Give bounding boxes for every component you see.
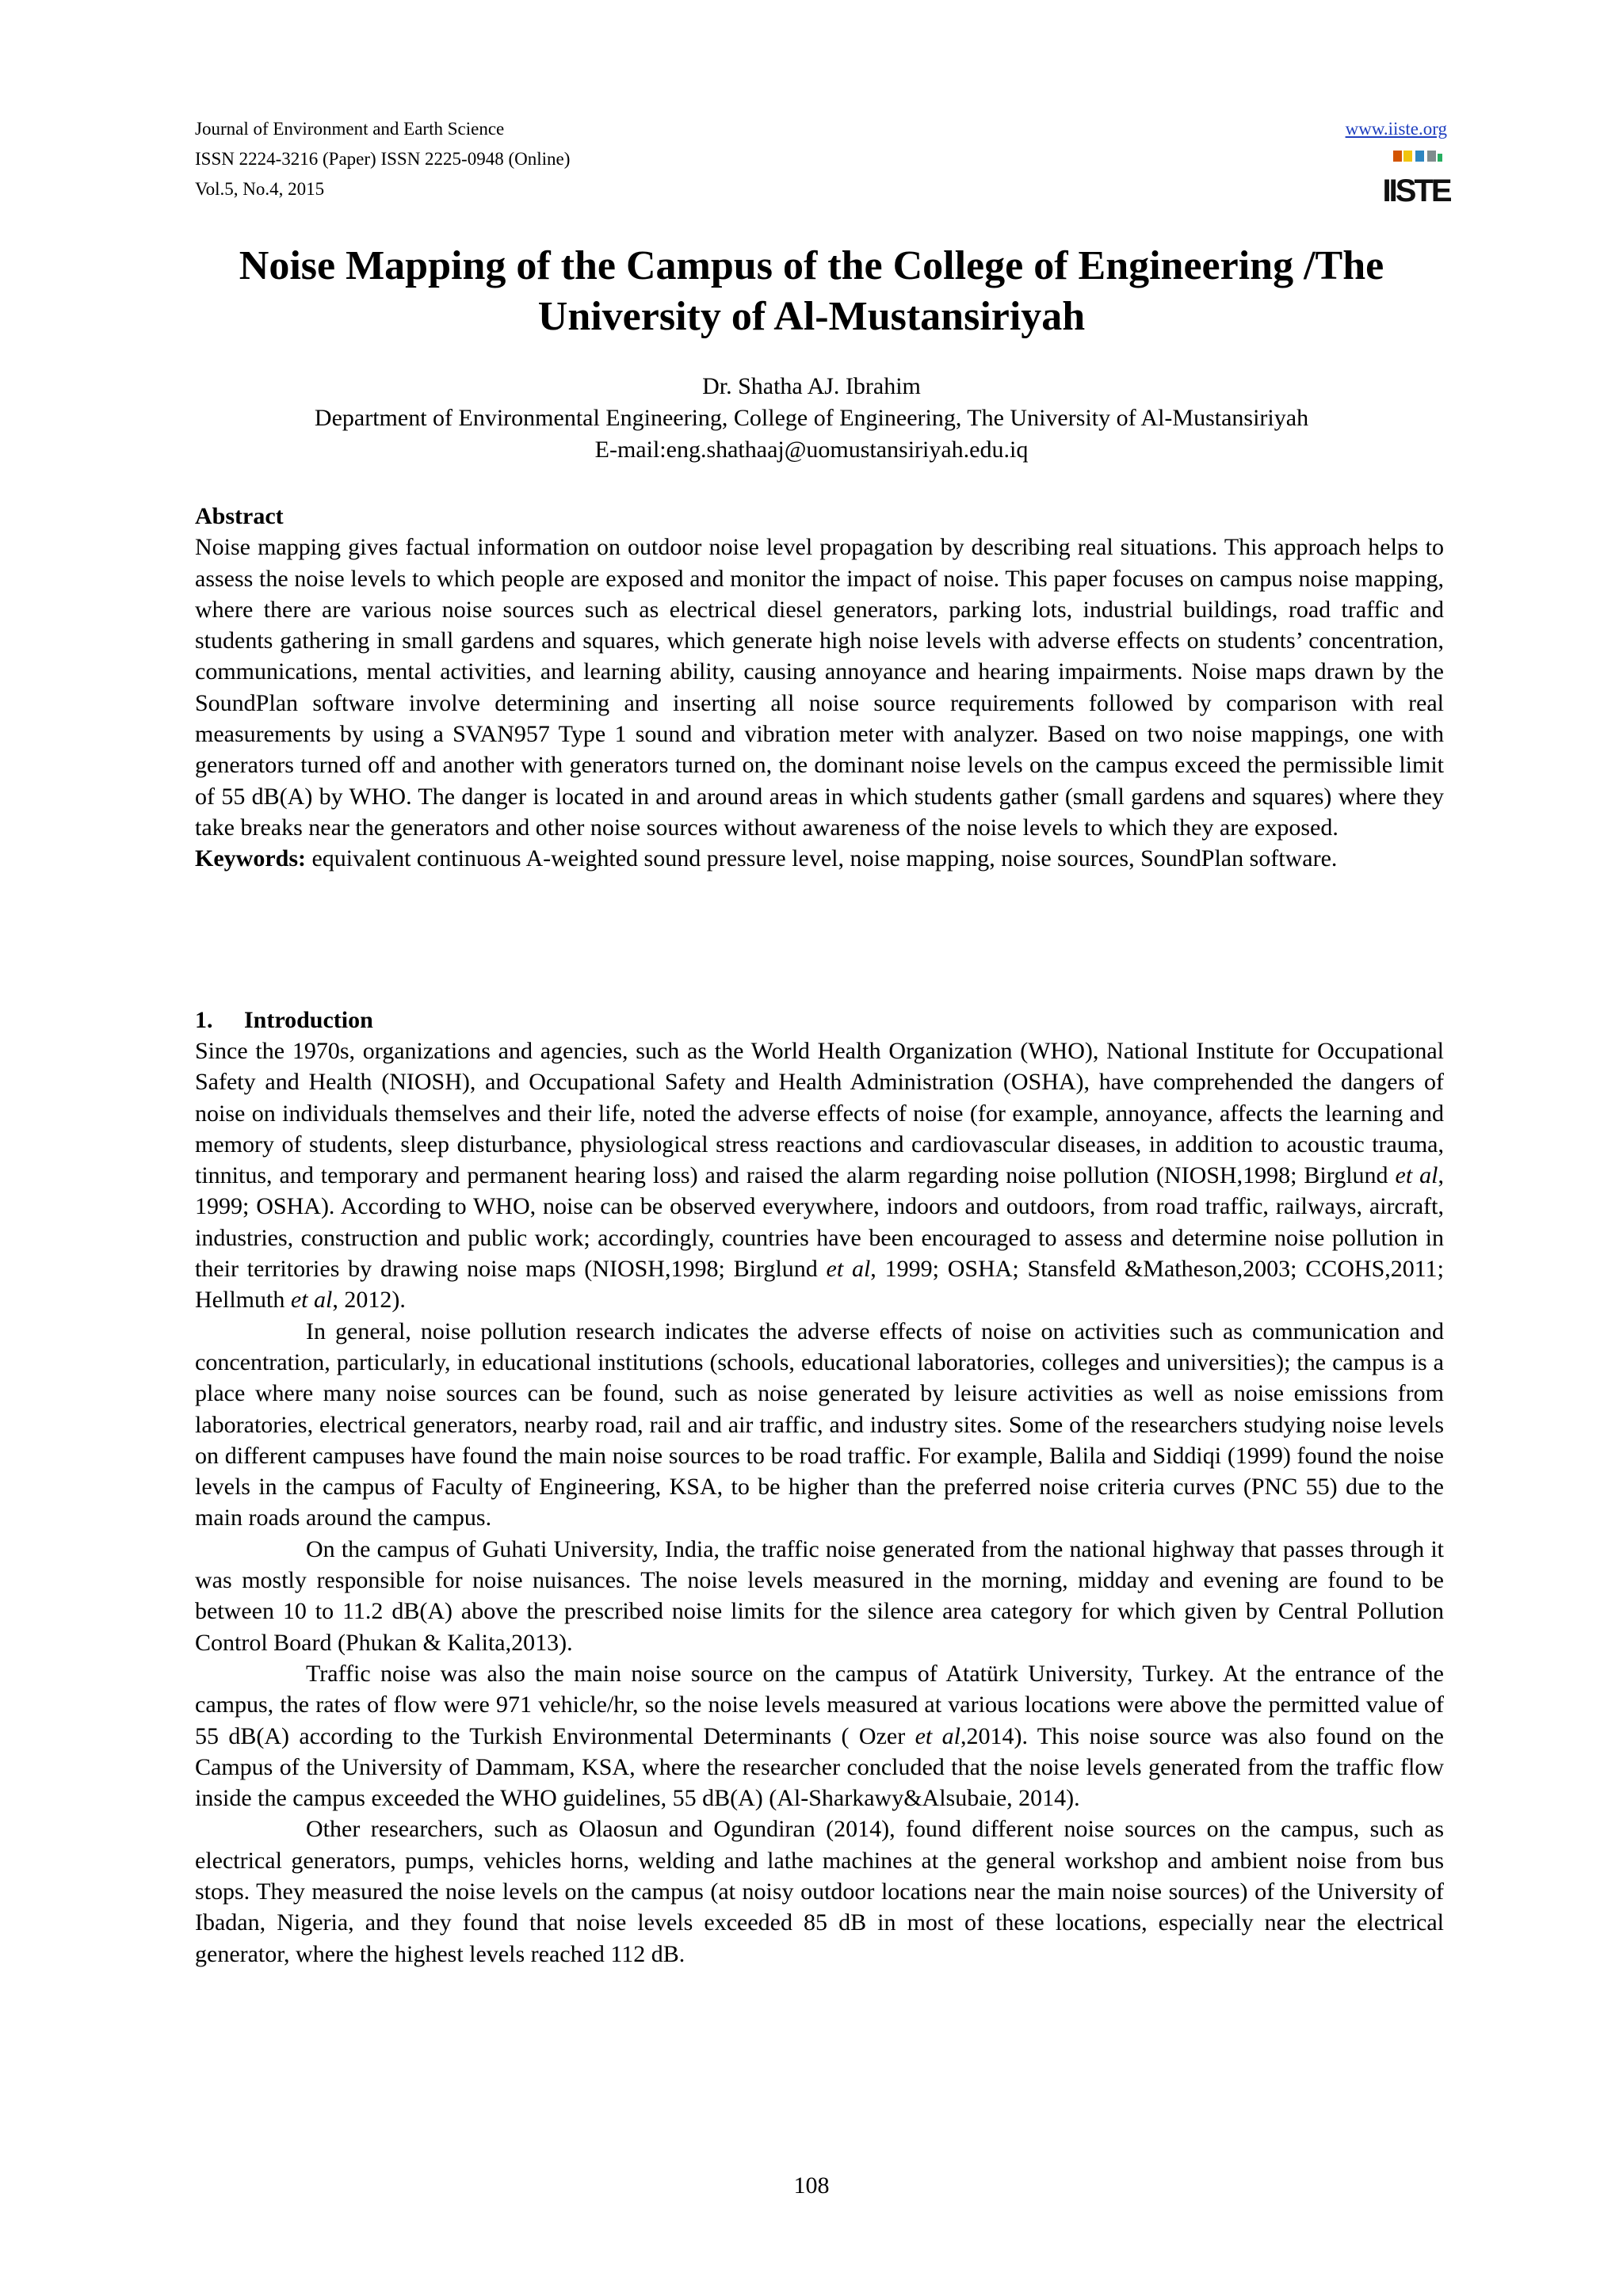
- author-affiliation: Department of Environmental Engineering, College of Engineering, The University of Al-Mustansiriyah: [314, 405, 1309, 431]
- abstract-section: [195, 501, 1444, 875]
- introduction-heading: [195, 1005, 373, 1035]
- intro-paragraph-3: On the campus of Guhati University, India, the traffic noise generated from the national highway that passes through it was mostly responsible for noise nuisances. The noise levels measured in the morning, midday and evening are found to be between 10 to 11.2 dB(A) above the prescribed noise limits for the silence area category for which given by Central Pollution Control Board (Phukan & Kalita,2013).: [195, 1535, 1444, 1656]
- keywords-paragraph: [195, 843, 1444, 874]
- paper-title: [158, 241, 1465, 342]
- issn-line: ISSN 2224-3216 (Paper) ISSN 2225-0948 (Online): [195, 149, 571, 169]
- intro-paragraph-5: Other researchers, such as Olaosun and Ogundiran (2014), found different noise sources on the campus, such as electrical generators, pumps, vehicles horns, welding and lathe machines at the general workshop and ambient noise from bus stops. They measured the noise levels on the campus (at noisy outdoor locations near the main noise sources) of the University of Ibadan, Nigeria, and they found that noise levels exceeded 85 dB in most of these locations, especially near the electrical generator, where the highest levels reached 112 dB.: [195, 1816, 1444, 1967]
- iiste-logo: [1382, 149, 1450, 211]
- section-number: 1.: [195, 1007, 213, 1033]
- author-block: [158, 371, 1465, 466]
- volume-line: Vol.5, No.4, 2015: [195, 179, 325, 199]
- intro-paragraph-1: Since the 1970s, organizations and agencies, such as the World Health Organization (WHO), National Institute for Occupational Safety and Health (NIOSH), and Occupational Safety and Health Administration (OSHA), have comprehended the dangers of noise on individuals themselves and their life, noted the adverse effects of noise (for example, annoyance, affects the learning and memory of students, sleep disturbance, physiological stress reactions and cardiovascular diseases, in addition to acoustic trauma, tinnitus, and temporary and permanent hearing loss) and raised the alarm regarding noise pollution (NIOSH,1998; Birglund et al, 1999; OSHA). According to WHO, noise can be observed everywhere, indoors and outdoors, from road traffic, railways, aircraft, industries, construction and public work; accordingly, countries have been encouraged to assess and determine noise pollution in their territories by drawing noise maps (NIOSH,1998; Birglund et al, 1999; OSHA; Stansfeld &Matheson,2003; CCOHS,2011; Hellmuth et al, 2012).: [195, 1038, 1444, 1314]
- abstract-text: Noise mapping gives factual information on outdoor noise level propagation by describing real situations. This approach helps to assess the noise levels to which people are exposed and monitor the impact of noise. This paper focuses on campus noise mapping, where there are various noise sources such as electrical diesel generators, parking lots, industrial buildings, road traffic and students gathering in small gardens and squares, which generate high noise levels with adverse effects on students’ concentration, communications, mental activities, and learning ability, causing annoyance and hearing impairments. Noise maps drawn by the SoundPlan software involve determining and inserting all noise source requirements followed by comparison with real measurements by using a SVAN957 Type 1 sound and vibration meter with analyzer. Based on two noise mappings, one with generators turned off and another with generators turned on, the dominant noise levels on the campus exceed the permissible limit of 55 dB(A) by WHO. The danger is located in and around areas in which students gather (small gardens and squares) where they take breaks near the generators and other noise sources without awareness of the noise levels to which they are exposed.: [195, 534, 1444, 841]
- page-number: 108: [793, 2172, 830, 2199]
- introduction-body: [195, 1035, 1444, 1970]
- journal-name: Journal of Environment and Earth Science: [195, 119, 505, 139]
- abstract-heading: Abstract: [195, 503, 284, 529]
- section-title: Introduction: [244, 1007, 373, 1033]
- intro-paragraph-2: In general, noise pollution research indicates the adverse effects of noise on activities such as communication and concentration, particularly, in educational institutions (schools, educational laboratories, colleges and universities); the campus is a place where many noise sources can be found, such as noise generated by leisure activities as well as noise emissions from laboratories, electrical generators, nearby road, rail and air traffic, and industry sites. Some of the researchers studying noise levels on different campuses have found the main noise sources to be road traffic. For example, Balila and Siddiqi (1999) found the noise levels in the campus of Faculty of Engineering, KSA, to be higher than the preferred noise criteria curves (PNC 55) due to the main roads around the campus.: [195, 1318, 1444, 1531]
- intro-paragraph-4: Traffic noise was also the main noise source on the campus of Atatürk University, Turkey. At the entrance of the campus, the rates of flow were 971 vehicle/hr, so the noise levels measured at various locations were above the permitted value of 55 dB(A) according to the Turkish Environmental Determinants ( Ozer et al,2014). This noise source was also found on the Campus of the University of Dammam, KSA, where the researcher concluded that the noise levels generated from the traffic flow inside the campus exceeded the WHO guidelines, 55 dB(A) (Al-Sharkawy&Alsubaie, 2014).: [195, 1660, 1444, 1812]
- author-email: E-mail:eng.shathaaj@uomustansiriyah.edu.iq: [594, 437, 1029, 463]
- title-line-1: Noise Mapping of the Campus of the College of Engineering /The: [239, 243, 1384, 288]
- title-line-2: University of Al-Mustansiriyah: [537, 294, 1086, 339]
- journal-website-link[interactable]: www.iiste.org: [1345, 119, 1447, 139]
- author-name: Dr. Shatha AJ. Ibrahim: [702, 373, 921, 399]
- keywords-label: Keywords:: [195, 845, 306, 872]
- journal-header: [195, 114, 570, 204]
- keywords-text: equivalent continuous A-weighted sound pressure level, noise mapping, noise sources, SoundPlan software.: [311, 845, 1338, 872]
- iiste-logo-text: IISTE: [1382, 174, 1450, 208]
